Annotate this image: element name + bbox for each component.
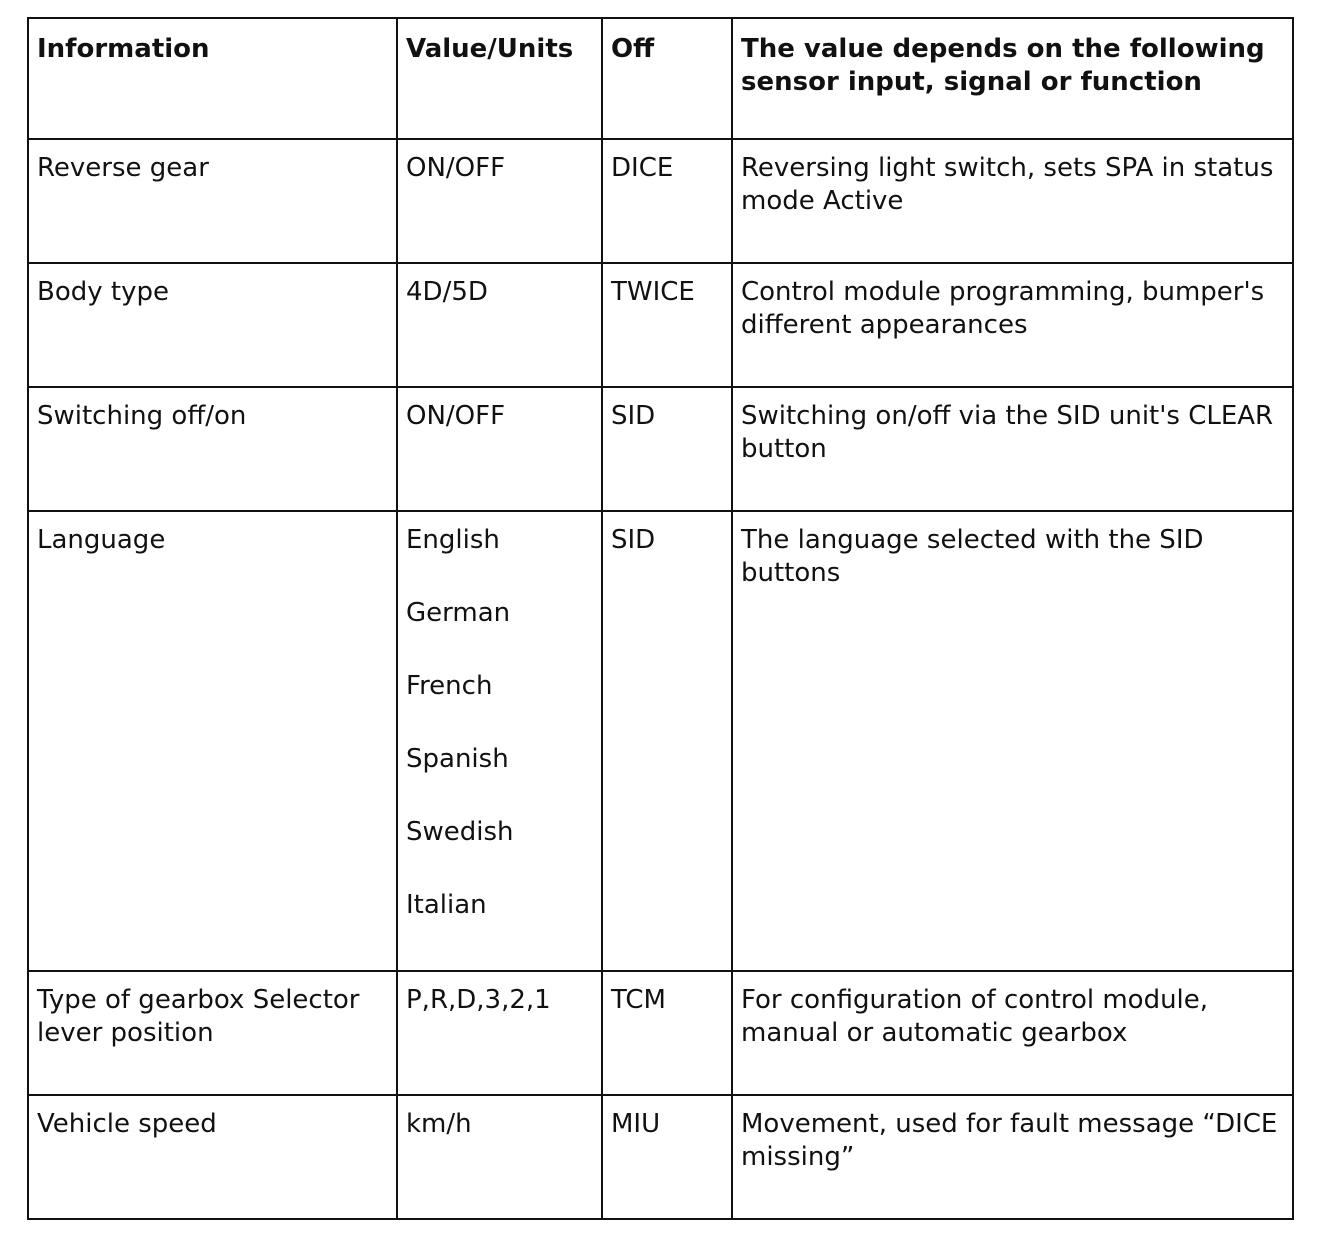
header-off: Off — [602, 18, 732, 139]
table-row — [28, 511, 1293, 971]
cell-off: DICE — [602, 139, 732, 263]
cell-value: P,R,D,3,2,1 — [397, 971, 602, 1095]
table-row — [28, 387, 1293, 511]
cell-depends: Reversing light switch, sets SPA in status mode Active — [732, 139, 1293, 263]
table-header-row — [28, 18, 1293, 139]
table-row — [28, 263, 1293, 387]
cell-depends: Movement, used for fault message “DICE missing” — [732, 1095, 1293, 1219]
cell-depends: For configuration of control module, manual or automatic gearbox — [732, 971, 1293, 1095]
header-information: Information — [28, 18, 397, 139]
cell-off: SID — [602, 387, 732, 511]
cell-information: Body type — [28, 263, 397, 387]
cell-depends: Control module programming, bumper's different appearances — [732, 263, 1293, 387]
cell-depends: Switching on/off via the SID unit's CLEAR button — [732, 387, 1293, 511]
cell-off: TWICE — [602, 263, 732, 387]
cell-off: MIU — [602, 1095, 732, 1219]
cell-information: Language — [28, 511, 397, 971]
table-row — [28, 971, 1293, 1095]
header-depends-on: The value depends on the following sensor input, signal or function — [732, 18, 1293, 139]
language-option: French — [406, 671, 493, 701]
cell-information: Reverse gear — [28, 139, 397, 263]
table-row — [28, 1095, 1293, 1219]
cell-information: Switching off/on — [28, 387, 397, 511]
cell-value: km/h — [397, 1095, 602, 1219]
language-option: German — [406, 598, 511, 628]
cell-value: 4D/5D — [397, 263, 602, 387]
cell-information: Vehicle speed — [28, 1095, 397, 1219]
cell-value-list — [397, 511, 602, 971]
cell-value: ON/OFF — [397, 139, 602, 263]
cell-information: Type of gearbox Selector lever position — [28, 971, 397, 1095]
language-option: Italian — [406, 890, 487, 920]
cell-depends: The language selected with the SID buttons — [732, 511, 1293, 971]
cell-value: ON/OFF — [397, 387, 602, 511]
language-option: Spanish — [406, 744, 509, 774]
cell-off: SID — [602, 511, 732, 971]
language-option: Swedish — [406, 817, 514, 847]
language-option: English — [406, 525, 500, 555]
header-value-units: Value/Units — [397, 18, 602, 139]
sensor-info-table — [27, 17, 1294, 1220]
cell-off: TCM — [602, 971, 732, 1095]
table-row — [28, 139, 1293, 263]
